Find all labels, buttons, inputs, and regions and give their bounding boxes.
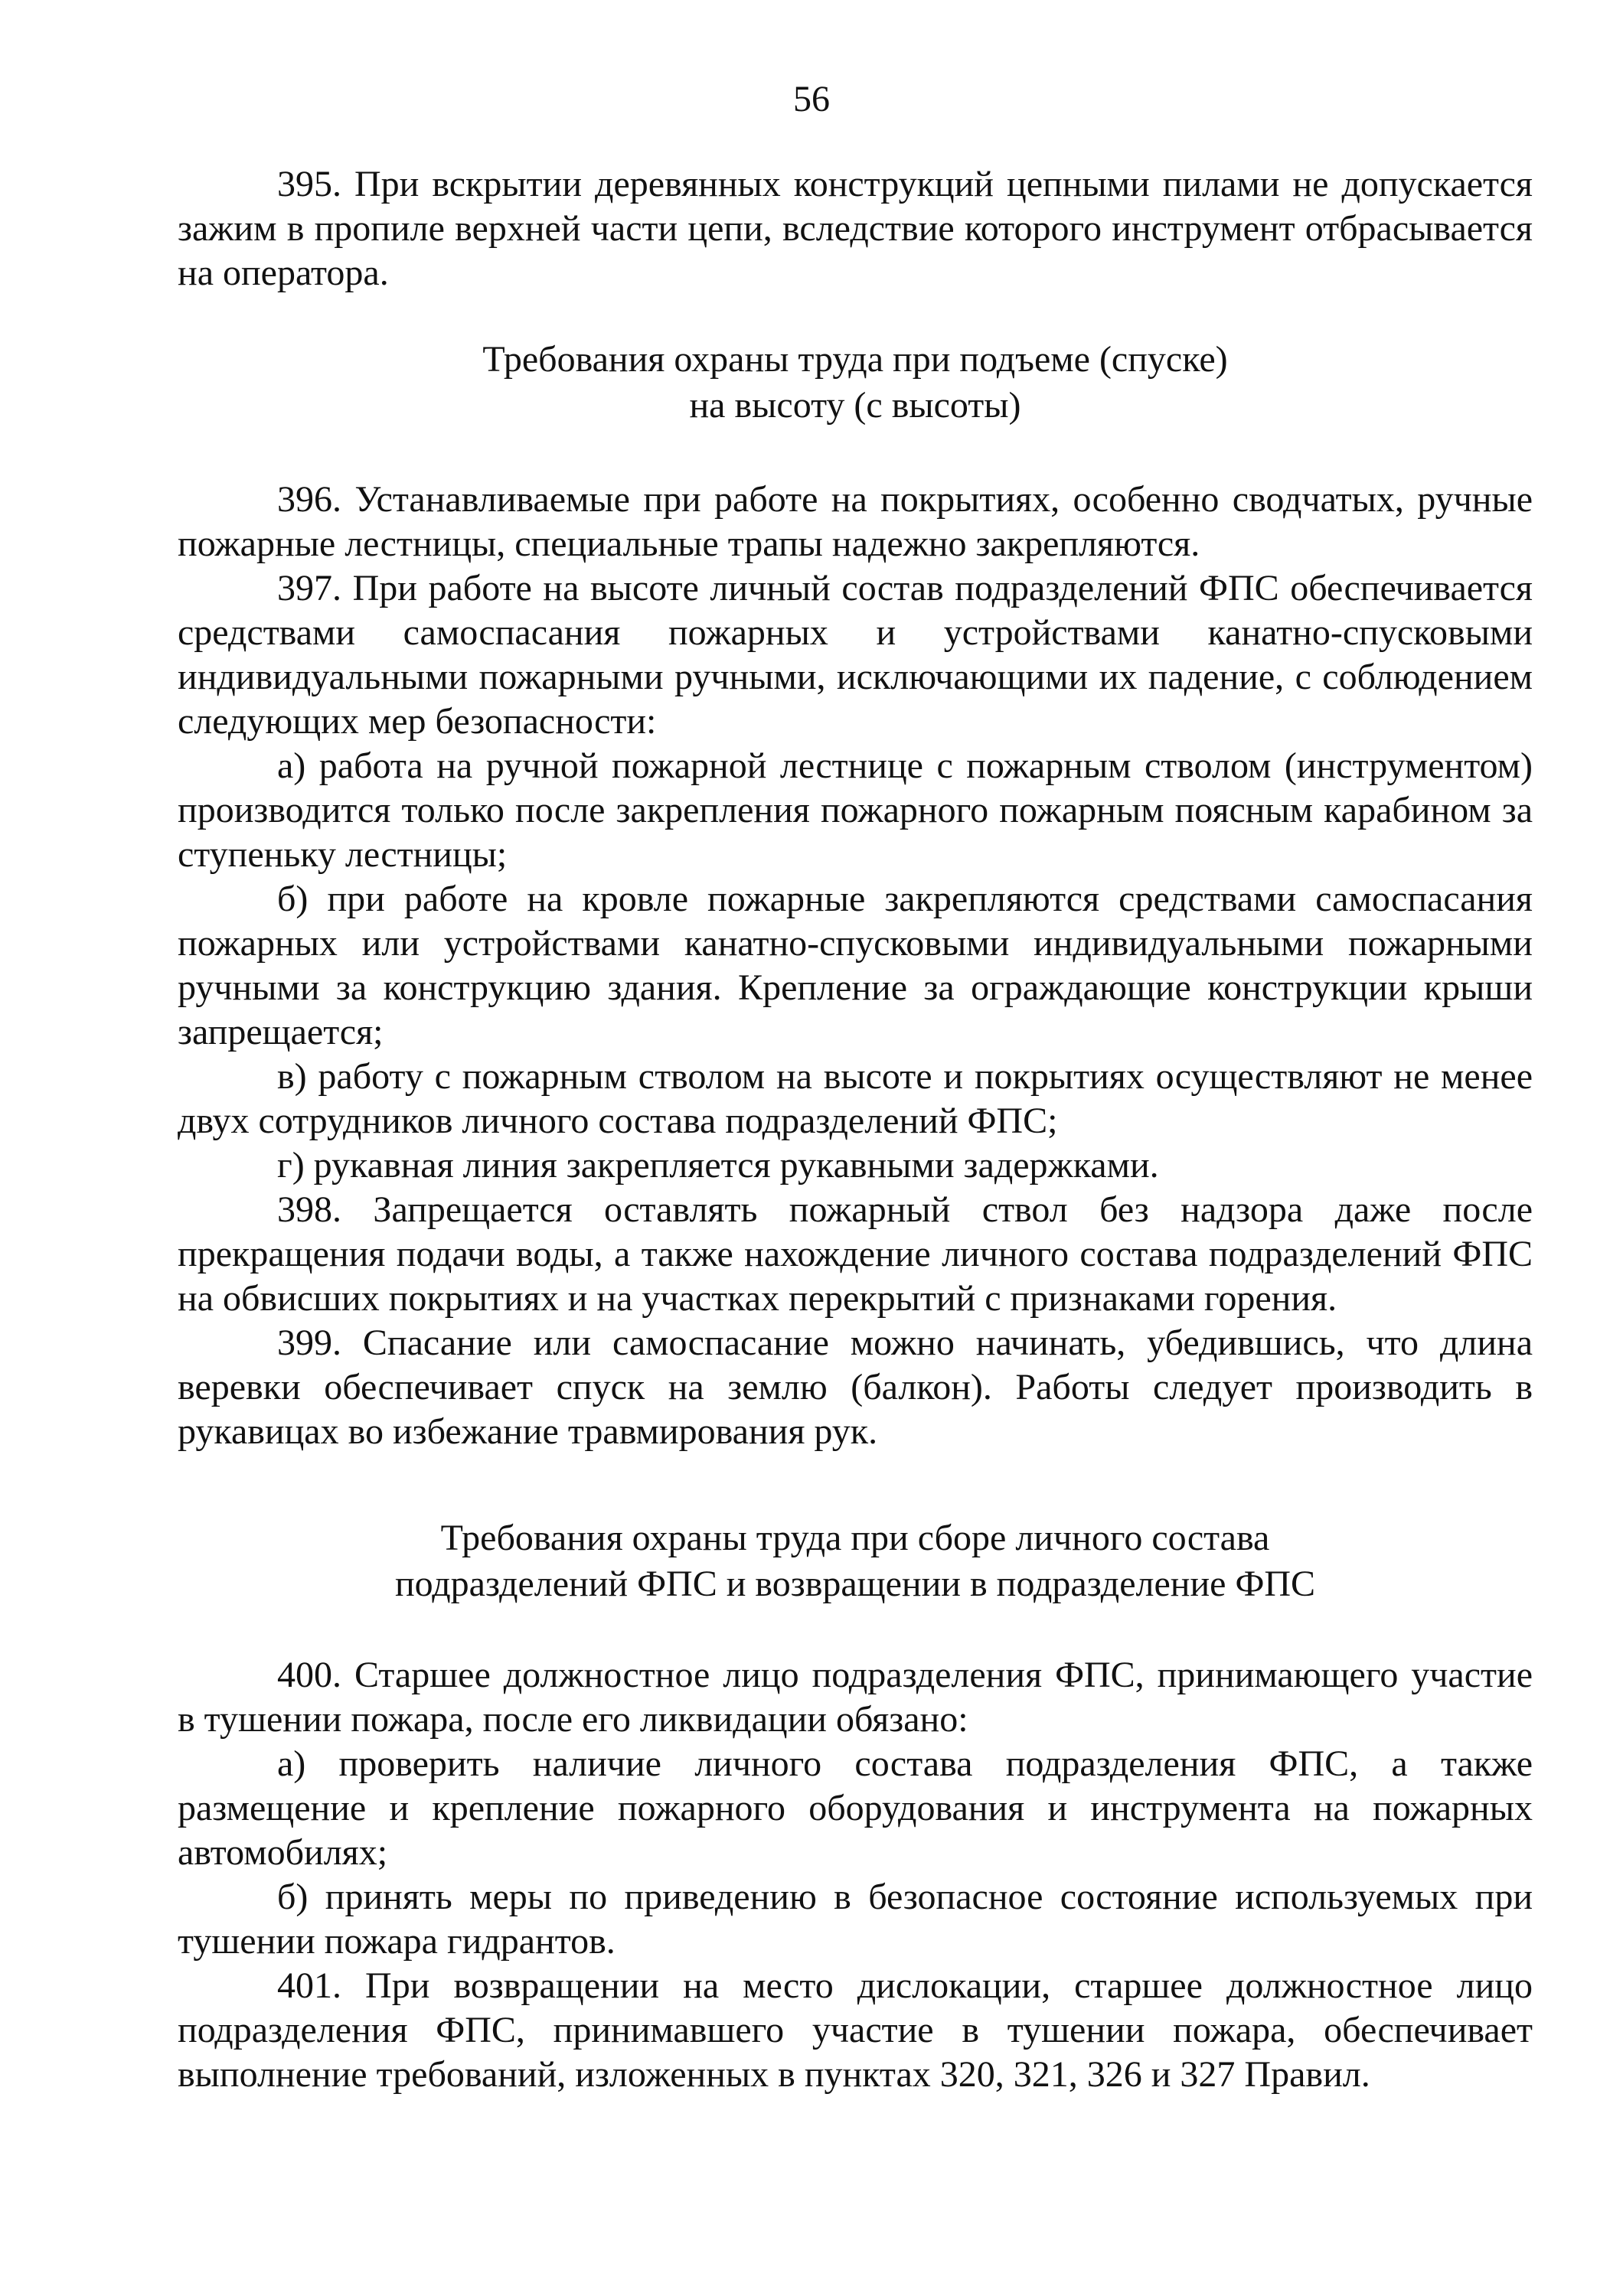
- heading-line: Требования охраны труда при подъеме (спуске): [482, 339, 1228, 380]
- page-number: 56: [793, 79, 830, 119]
- paragraph-400-b: б) принять меры по приведению в безопасное состояние используемых при тушении пожара гидрантов.: [178, 1877, 1533, 1962]
- heading-line: на высоту (с высоты): [689, 385, 1021, 426]
- heading-personnel-gathering: [178, 1515, 1533, 1607]
- paragraph-399: 399. Спасание или самоспасание можно начинать, убедившись, что длина веревки обеспечивает спуск на землю (балкон). Работы следует производить в рукавицах во избежание травмирования рук.: [178, 1322, 1533, 1452]
- section-396-399: [178, 478, 1533, 1454]
- paragraph-400-a: а) проверить наличие личного состава подразделения ФПС, а также размещение и крепление пожарного оборудования и инструмента на пожарных автомобилях;: [178, 1743, 1533, 1873]
- heading-line: подразделений ФПС и возвращении в подразделение ФПС: [394, 1564, 1316, 1604]
- paragraph-401: 401. При возвращении на место дислокации, старшее должностное лицо подразделения ФПС, принимавшего участие в тушении пожара, обеспечивает выполнение требований, изложенных в пунктах 320, 321, 326 и 327 Правил.: [178, 1965, 1533, 2095]
- paragraph-397-v: в) работу с пожарным стволом на высоте и покрытиях осуществляют не менее двух сотрудников личного состава подразделений ФПС;: [178, 1056, 1533, 1141]
- section-400-401: [178, 1653, 1533, 2097]
- section-395: [178, 162, 1533, 295]
- paragraph-397-a: а) работа на ручной пожарной лестнице с пожарным стволом (инструментом) производится только после закрепления пожарного пожарным поясным карабином за ступеньку лестницы;: [178, 745, 1533, 875]
- paragraph-396: 396. Устанавливаемые при работе на покрытиях, особенно сводчатых, ручные пожарные лестницы, специальные трапы надежно закрепляются.: [178, 479, 1533, 564]
- heading-line: Требования охраны труда при сборе личного состава: [440, 1518, 1270, 1558]
- paragraph-400: 400. Старшее должностное лицо подразделения ФПС, принимающего участие в тушении пожара, после его ликвидации обязано:: [178, 1655, 1533, 1740]
- paragraph-398: 398. Запрещается оставлять пожарный ствол без надзора даже после прекращения подачи воды, а также нахождение личного состава подразделений ФПС на обвисших покрытиях и на участках перекрытий с признаками горения.: [178, 1189, 1533, 1319]
- paragraph-397-b: б) при работе на кровле пожарные закрепляются средствами самоспасания пожарных или устройствами канатно-спусковыми индивидуальными пожарными ручными за конструкцию здания. Крепление за ограждающие конструкции крыши запрещается;: [178, 879, 1533, 1052]
- heading-height-work: [178, 337, 1533, 429]
- paragraph-395: 395. При вскрытии деревянных конструкций цепными пилами не допускается зажим в пропиле верхней части цепи, вследствие которого инструмент отбрасывается на оператора.: [178, 164, 1533, 293]
- paragraph-397-g: г) рукавная линия закрепляется рукавными задержками.: [277, 1145, 1159, 1186]
- paragraph-397: 397. При работе на высоте личный состав подразделений ФПС обеспечивается средствами самоспасания пожарных и устройствами канатно-спусковыми индивидуальными пожарными ручными, исключающими их падение, с соблюдением следующих мер безопасности:: [178, 568, 1533, 742]
